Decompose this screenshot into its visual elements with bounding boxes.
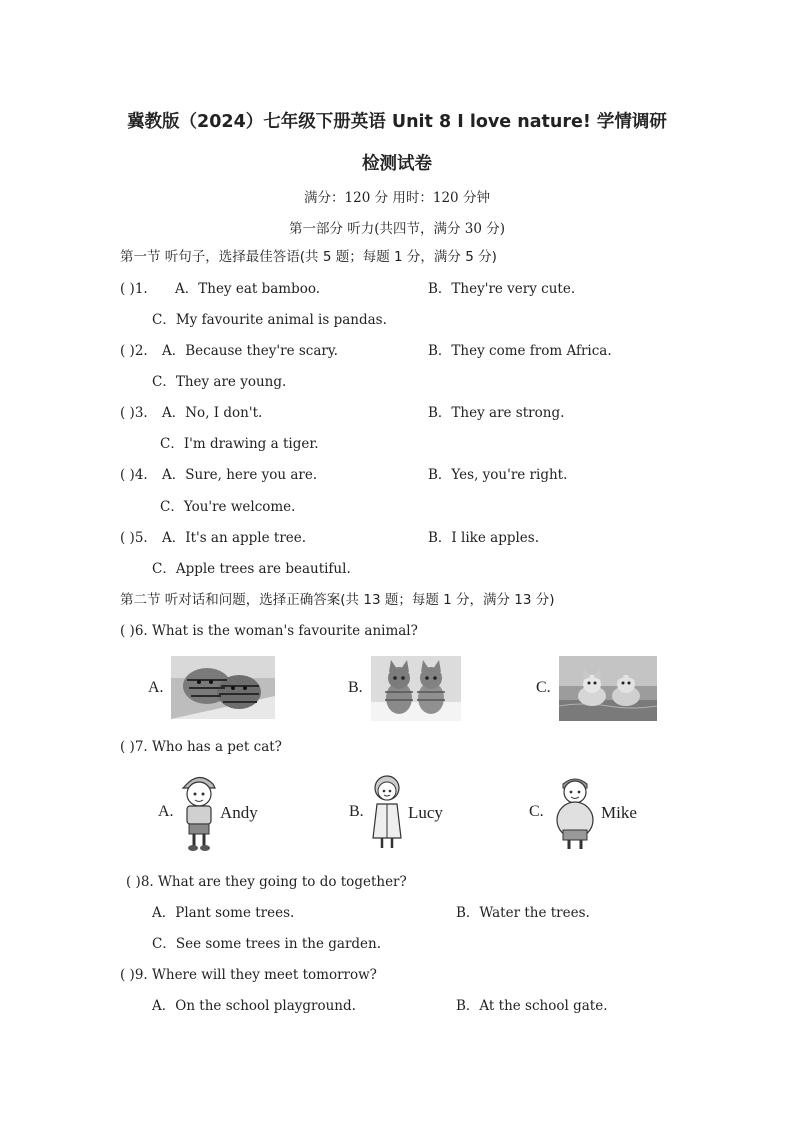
tigers-photo-icon <box>171 656 275 719</box>
question-9: ( )9. Where will they meet tomorrow? <box>120 967 377 983</box>
question-6: ( )6. What is the woman's favourite animal? <box>120 623 418 639</box>
question-number: ( )4. <box>120 467 148 483</box>
name-lucy: Lucy <box>408 803 443 822</box>
option-c: C．You're welcome. <box>160 499 296 515</box>
option-a: A．It's an apple tree. <box>162 530 307 546</box>
option-a: A．Plant some trees. <box>152 905 295 921</box>
boy-andy-icon <box>179 770 219 852</box>
option-c: C．They are young. <box>152 374 287 390</box>
option-b-label: B. <box>349 803 364 820</box>
option-b: B．At the school gate. <box>456 998 608 1014</box>
option-b: B．They are strong. <box>428 405 565 421</box>
option-a-label: A. <box>148 679 164 696</box>
option-c: C．See some trees in the garden. <box>152 936 382 952</box>
cats-photo-icon <box>371 656 461 721</box>
option-a: A．On the school playground. <box>152 998 356 1014</box>
question-8: ( )8. What are they going to do together? <box>126 874 407 890</box>
girl-lucy-icon <box>368 772 406 852</box>
option-a: A．Because they're scary. <box>162 343 338 359</box>
page-title-line2: 检测试卷 <box>362 154 432 174</box>
option-c: C．I'm drawing a tiger. <box>160 436 319 452</box>
name-andy: Andy <box>220 803 258 822</box>
option-c: C．My favourite animal is pandas. <box>152 312 387 328</box>
option-b-label: B. <box>348 679 363 696</box>
section-one-heading: 第一节 听句子，选择最佳答语(共 5 题；每题 1 分，满分 5 分) <box>120 249 497 265</box>
option-a: A．They eat bamboo. <box>175 281 321 297</box>
option-b: B．Water the trees. <box>456 905 590 921</box>
score-time: 满分：120 分 用时：120 分钟 <box>304 190 490 206</box>
man-mike-icon <box>550 772 600 852</box>
option-a-label: A. <box>158 803 174 820</box>
name-mike: Mike <box>601 803 637 822</box>
option-c: C．Apple trees are beautiful. <box>152 561 351 577</box>
page-title: 冀教版（2024）七年级下册英语 Unit 8 I love nature! 学情调研 <box>127 112 667 132</box>
section-two-heading: 第二节 听对话和问题，选择正确答案(共 13 题；每题 1 分，满分 13 分) <box>120 592 555 608</box>
option-b: B．I like apples. <box>428 530 539 546</box>
corgis-photo-icon <box>559 656 657 721</box>
option-c-label: C. <box>529 803 544 820</box>
question-number: ( )5. <box>120 530 148 546</box>
question-number: ( )3. <box>120 405 148 421</box>
option-b: B．Yes, you're right. <box>428 467 568 483</box>
question-7: ( )7. Who has a pet cat? <box>120 739 282 755</box>
option-b: B．They come from Africa. <box>428 343 612 359</box>
option-a: A．No, I don't. <box>162 405 263 421</box>
part-one-heading: 第一部分 听力(共四节，满分 30 分) <box>288 221 506 237</box>
question-number: ( )2. <box>120 343 148 359</box>
question-number: ( )1. <box>120 281 148 297</box>
option-c-label: C. <box>536 679 551 696</box>
option-a: A．Sure, here you are. <box>162 467 318 483</box>
option-b: B．They're very cute. <box>428 281 576 297</box>
